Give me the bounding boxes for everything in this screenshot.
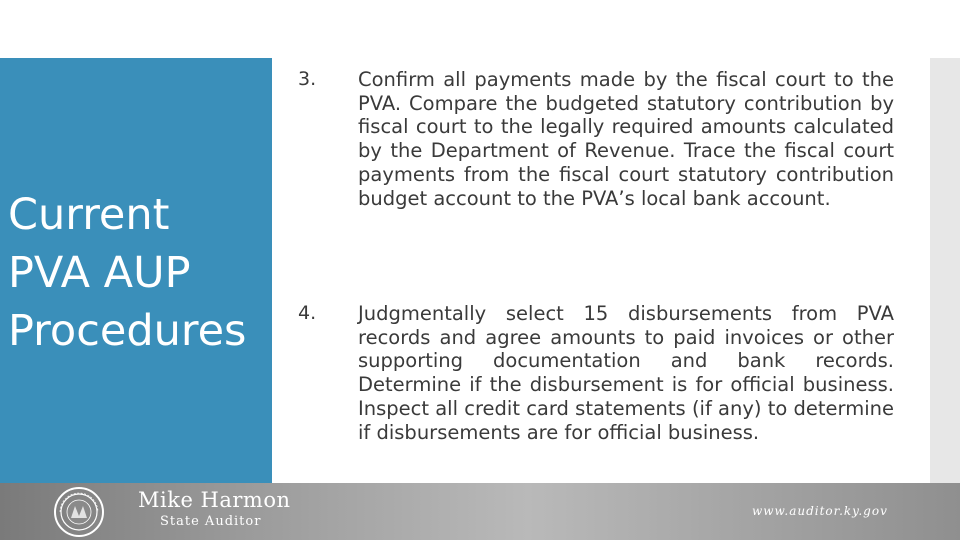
- procedure-number: 3.: [298, 68, 317, 90]
- auditor-title: State Auditor: [160, 514, 262, 529]
- procedure-text: Judgmentally select 15 disbursements from PVA records and agree amounts to paid invoices or other supporting documentation and bank records. Determine if the disbursement is for official business. Inspect all credit card statements (if any) to determine if disbursements are for official business.: [358, 302, 894, 444]
- slide-title-line: PVA AUP: [8, 248, 191, 298]
- kentucky-seal-icon: [40, 486, 118, 538]
- website-url: www.auditor.ky.gov: [752, 504, 888, 518]
- auditor-name: Mike Harmon: [138, 488, 291, 512]
- right-accent-bar: [930, 58, 960, 483]
- slide-title-line: Current: [8, 190, 170, 240]
- procedure-text: Confirm all payments made by the fiscal court to the PVA. Compare the budgeted statutory contribution by fiscal court to the legally required amounts calculated by the Department of Revenue. Trace the fiscal court payments from the fiscal court statutory contribution budget account to the PVA’s local bank account.: [358, 68, 894, 210]
- slide-title: [8, 186, 270, 360]
- procedure-number: 4.: [298, 302, 317, 324]
- slide-title-line: Procedures: [8, 306, 247, 356]
